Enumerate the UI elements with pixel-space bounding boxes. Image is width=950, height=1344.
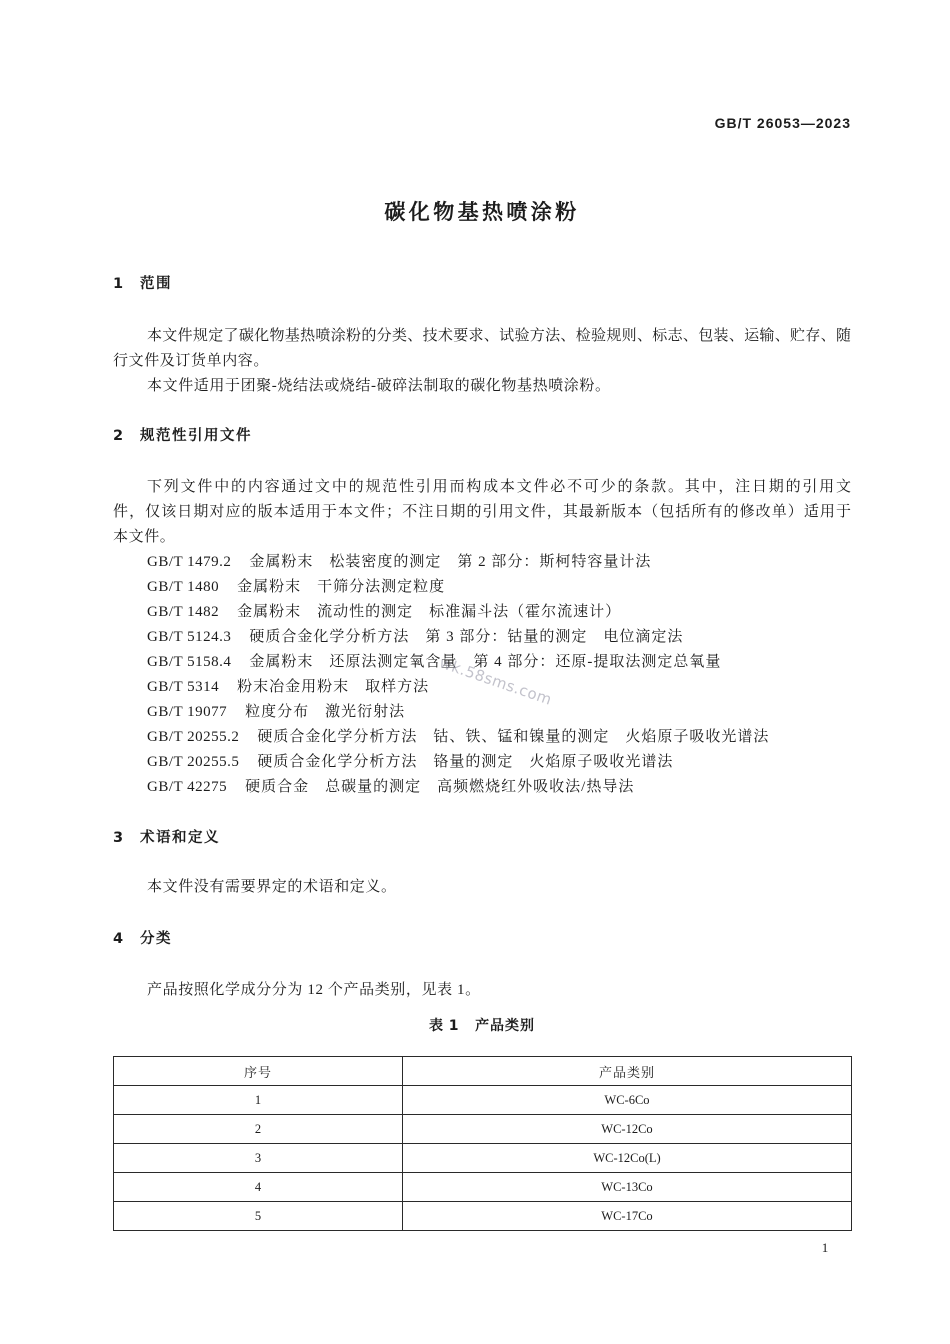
- reference-code: GB/T 5124.3: [147, 629, 232, 645]
- section-2-body: [113, 475, 851, 550]
- table-header-row: [114, 1057, 852, 1086]
- paragraph-line: 本文件规定了碳化物基热喷涂粉的分类、技术要求、试验方法、检验规则、标志、包装、运输、贮存、随: [147, 328, 851, 344]
- product-category-table: [113, 1056, 852, 1231]
- paragraph-line: 本文件。: [113, 529, 176, 545]
- reference-title: 金属粉末 还原法测定氧含量 第 4 部分：还原-提取法测定总氧量: [249, 654, 722, 670]
- section-3-heading: [113, 826, 220, 851]
- table-row: [114, 1115, 852, 1144]
- section-1-body: [113, 324, 851, 399]
- reference-code: GB/T 19077: [147, 704, 228, 720]
- paragraph-line: 行文件及订货单内容。: [113, 353, 270, 369]
- reference-title: 金属粉末 流动性的测定 标准漏斗法（霍尔流速计）: [237, 604, 622, 620]
- reference-title: 硬质合金化学分析方法 第 3 部分：钴量的测定 电位滴定法: [249, 629, 684, 645]
- watermark: wk.58sms.com: [437, 653, 555, 709]
- reference-code: GB/T 1479.2: [147, 554, 232, 570]
- table-cell-category: WC-17Co: [403, 1202, 852, 1231]
- table-row: [114, 1202, 852, 1231]
- table-cell-seq: 3: [114, 1144, 403, 1173]
- reference-code: GB/T 42275: [147, 779, 228, 795]
- reference-code: GB/T 20255.2: [147, 729, 240, 745]
- paragraph-line: 本文件适用于团聚-烧结法或烧结-破碎法制取的碳化物基热喷涂粉。: [147, 378, 611, 394]
- section-title: 规范性引用文件: [140, 428, 252, 444]
- section-title: 范围: [140, 276, 172, 292]
- section-1-heading: [113, 272, 172, 297]
- section-title: 分类: [140, 931, 172, 947]
- reference-item: [147, 575, 851, 600]
- table-cell-seq: 5: [114, 1202, 403, 1231]
- table-cell-seq: 4: [114, 1173, 403, 1202]
- table-row: [114, 1144, 852, 1173]
- reference-item: [147, 700, 851, 725]
- section-number: 1: [113, 276, 124, 292]
- reference-code: GB/T 1482: [147, 604, 220, 620]
- section-3-body: [113, 875, 851, 900]
- reference-title: 金属粉末 松装密度的测定 第 2 部分：斯柯特容量计法: [249, 554, 652, 570]
- table-cell-seq: 1: [114, 1086, 403, 1115]
- section-number: 3: [113, 830, 124, 846]
- section-number: 2: [113, 428, 124, 444]
- reference-item: [147, 600, 851, 625]
- table-row: [114, 1173, 852, 1202]
- table-header-category: 产品类别: [403, 1057, 852, 1086]
- reference-title: 硬质合金 总碳量的测定 高频燃烧红外吸收法/热导法: [245, 779, 635, 795]
- reference-title: 粉末冶金用粉末 取样方法: [237, 679, 430, 695]
- reference-title: 硬质合金化学分析方法 钴、铁、锰和镍量的测定 火焰原子吸收光谱法: [257, 729, 770, 745]
- table-caption-title: 产品类别: [475, 1018, 536, 1034]
- reference-item: [147, 625, 851, 650]
- reference-item: [147, 725, 851, 750]
- table-row: [114, 1086, 852, 1115]
- table-cell-seq: 2: [114, 1115, 403, 1144]
- standard-number: GB/T 26053—2023: [714, 115, 851, 131]
- paragraph-line: 下列文件中的内容通过文中的规范性引用而构成本文件必不可少的条款。其中，注日期的引用文: [147, 479, 851, 495]
- table-caption: [113, 1014, 851, 1039]
- reference-item: [147, 750, 851, 775]
- reference-title: 粒度分布 激光衍射法: [245, 704, 406, 720]
- reference-item: [147, 775, 851, 800]
- table-cell-category: WC-6Co: [403, 1086, 852, 1115]
- reference-title: 硬质合金化学分析方法 铬量的测定 火焰原子吸收光谱法: [257, 754, 674, 770]
- paragraph-line: 本文件没有需要界定的术语和定义。: [147, 879, 397, 895]
- table-cell-category: WC-12Co(L): [403, 1144, 852, 1173]
- reference-code: GB/T 20255.5: [147, 754, 240, 770]
- paragraph-line: 产品按照化学成分分为 12 个产品类别，见表 1。: [147, 982, 481, 998]
- section-4-body: [113, 978, 851, 1003]
- section-title: 术语和定义: [140, 830, 220, 846]
- table-cell-category: WC-13Co: [403, 1173, 852, 1202]
- section-4-heading: [113, 927, 172, 952]
- section-2-heading: [113, 424, 252, 449]
- reference-title: 金属粉末 干筛分法测定粒度: [237, 579, 446, 595]
- table-cell-category: WC-12Co: [403, 1115, 852, 1144]
- reference-code: GB/T 5314: [147, 679, 220, 695]
- reference-code: GB/T 5158.4: [147, 654, 232, 670]
- document-title: 碳化物基热喷涂粉: [384, 200, 580, 224]
- reference-code: GB/T 1480: [147, 579, 220, 595]
- table-header-seq: 序号: [114, 1057, 403, 1086]
- page-number: 1: [821, 1240, 829, 1255]
- table-caption-label: 表 1: [428, 1018, 460, 1034]
- reference-item: [147, 550, 851, 575]
- section-number: 4: [113, 931, 124, 947]
- paragraph-line: 件，仅该日期对应的版本适用于本文件；不注日期的引用文件，其最新版本（包括所有的修改单）适用于: [113, 504, 851, 520]
